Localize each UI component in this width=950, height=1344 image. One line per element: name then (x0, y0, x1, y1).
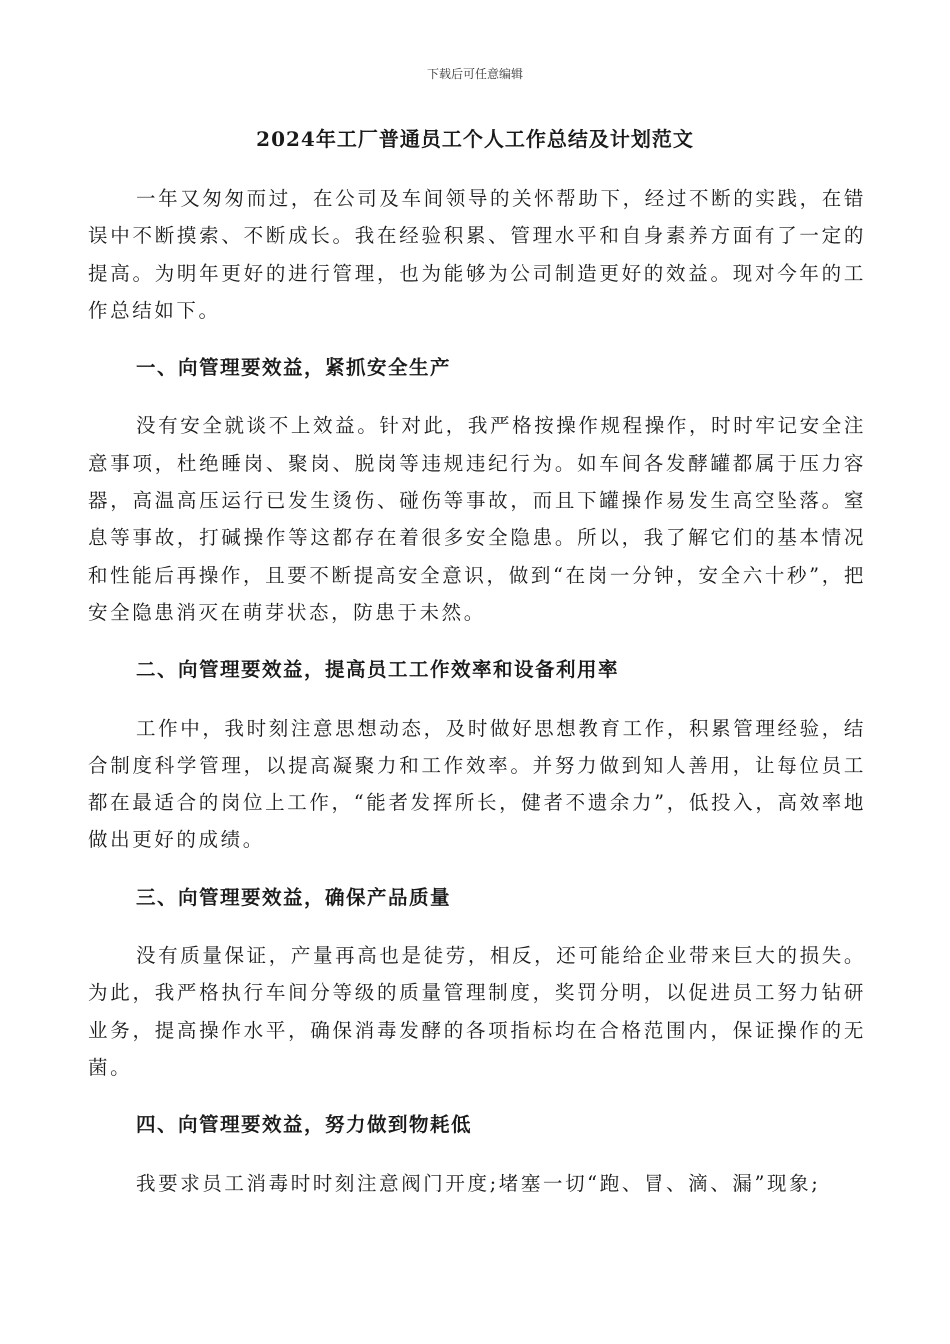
header-note: 下载后可任意编辑 (426, 67, 523, 81)
section-1-body: 没有安全就谈不上效益。针对此，我严格按操作规程操作，时时牢记安全注意事项，杜绝睡岗、聚岗、脱岗等违规违纪行为。如车间各发酵罐都属于压力容器，高温高压运行已发生烫伤、碰伤等事故，而且下罐操作易发生高空坠落。窒息等事故，打碱操作等这都存在着很多安全隐患。所以，我了解它们的基本情况和性能后再操作，且要不断提高安全意识，做到“在岗一分钟，安全六十秒”，把安全隐患消灭在萌芽状态，防患于未然。 (88, 414, 866, 624)
document-body (88, 180, 866, 1202)
section-3-heading: 三、向管理要效益，确保产品质量 (136, 885, 452, 909)
section-1-heading: 一、向管理要效益，紧抓安全生产 (136, 356, 452, 380)
intro-paragraph: 一年又匆匆而过，在公司及车间领导的关怀帮助下，经过不断的实践，在错误中不断摸索、不断成长。我在经验积累、管理水平和自身素养方面有了一定的提高。为明年更好的进行管理，也为能够为公司制造更好的效益。现对今年的工作总结如下。 (88, 187, 866, 322)
section-4-heading: 四、向管理要效益，努力做到物耗低 (136, 1113, 473, 1137)
section-2-body: 工作中，我时刻注意思想动态，及时做好思想教育工作，积累管理经验，结合制度科学管理，以提高凝聚力和工作效率。并努力做到知人善用，让每位员工都在最适合的岗位上工作，“能者发挥所长，健者不遗余力”，低投入，高效率地做出更好的成绩。 (88, 716, 866, 852)
section-4-body: 我要求员工消毒时时刻注意阀门开度;堵塞一切“跑、冒、滴、漏”现象; (136, 1171, 821, 1195)
document-title: 2024年工厂普通员工个人工作总结及计划范文 (256, 127, 694, 151)
section-3-body: 没有质量保证，产量再高也是徒劳，相反，还可能给企业带来巨大的损失。为此，我严格执行车间分等级的质量管理制度，奖罚分明，以促进员工努力钻研业务，提高操作水平，确保消毒发酵的各项指标均在合格范围内，保证操作的无菌。 (88, 944, 866, 1079)
section-2-heading: 二、向管理要效益，提高员工工作效率和设备利用率 (136, 658, 620, 682)
